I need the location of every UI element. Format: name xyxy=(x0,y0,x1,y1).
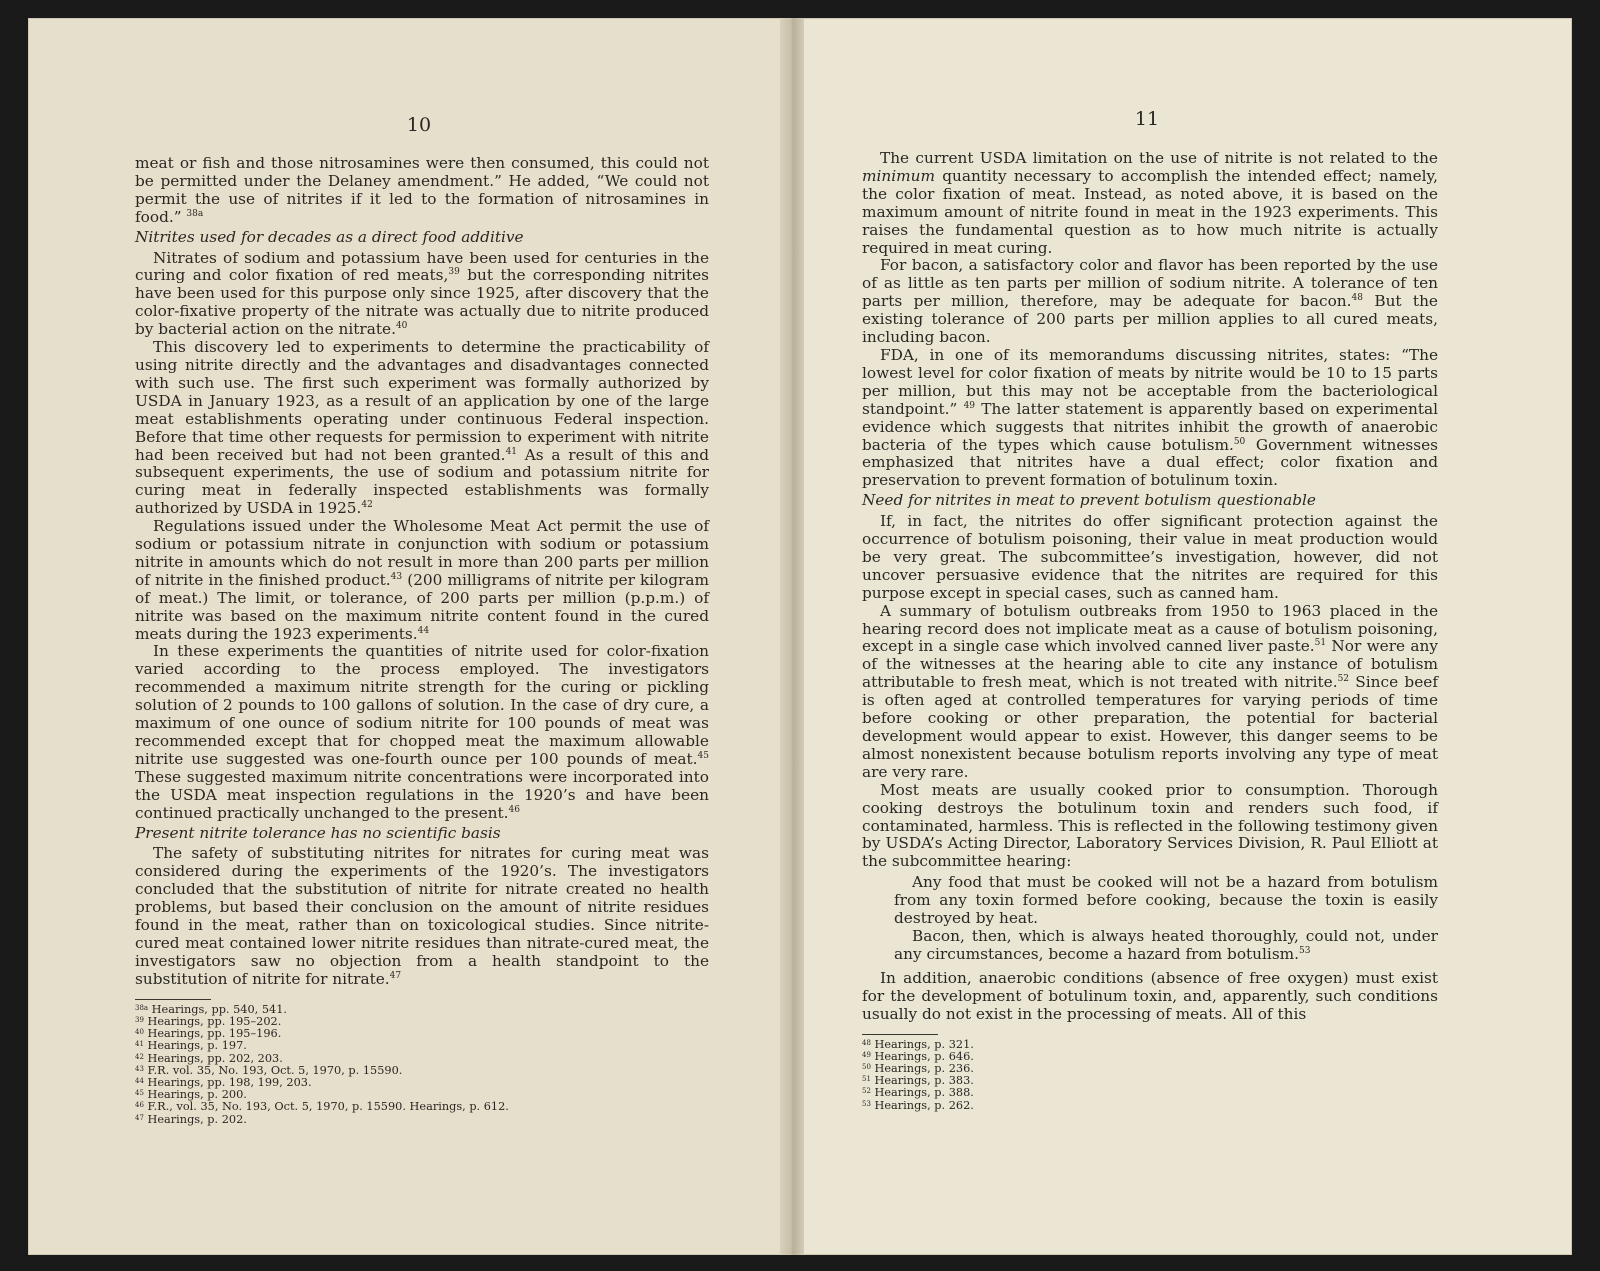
paragraph xyxy=(135,250,709,340)
footnotes xyxy=(862,1039,1438,1112)
footnote-ref: 49 xyxy=(963,400,976,411)
section-heading: Nitrites used for decades as a direct food additive xyxy=(135,227,524,246)
paragraph-text: Bacon, then, which is always heated thoroughly, could not, under any circumstances, become a hazard from botulism. xyxy=(894,926,1438,963)
footnote-text: Hearings, p. 388. xyxy=(870,1086,974,1100)
left-text-column xyxy=(135,155,709,1126)
paragraph-text: As a result of this and subsequent experiments, the use of sodium and potassium nitrite for curing meat in federally inspected establishments was formally authorized by USDA in 1925. xyxy=(135,445,709,518)
footnote-number: 42 xyxy=(135,1052,144,1061)
paragraph-text: The latter statement is apparently based on experimental evidence which suggests that nitrites inhibit the growth of anaerobic bacteria of the types which cause botulism. xyxy=(862,399,1439,454)
paragraph xyxy=(135,643,709,822)
footnote xyxy=(135,1114,709,1126)
footnote-number: 40 xyxy=(135,1028,144,1037)
footnotes xyxy=(135,1004,709,1126)
footnote-ref: 48 xyxy=(1351,293,1363,304)
paragraph-text: These suggested maximum nitrite concentrations were incorporated into the USDA meat inspection regulations in the 1920’s and have been continued practically unchanged to the present. xyxy=(135,767,709,822)
footnote-number: 49 xyxy=(862,1050,871,1059)
footnote-number: 43 xyxy=(135,1064,144,1073)
footnote-ref: 44 xyxy=(417,625,430,636)
page-number-left: 10 xyxy=(406,114,432,136)
paragraph-text: The safety of substituting nitrites for nitrates for curing meat was considered during the experiments of the 1920’s. The investigators concluded that the substitution of nitrite for nitrate created no health problems, but based their conclusion on the amount of nitrite residues found in the meat, rather than on toxicological studies. Since nitrite-cured meat contained lower nitrite residues than nitrate-cured meat, the investigators saw no objection from a health standpoint to the substitution of nitrite for nitrate. xyxy=(135,844,709,988)
footnote-text: Hearings, p. 202. xyxy=(143,1112,247,1126)
paragraph xyxy=(135,339,709,518)
quote-paragraph xyxy=(894,928,1438,964)
footnote-ref: 38a xyxy=(186,208,204,219)
footnote-text: Hearings, pp. 195–196. xyxy=(143,1027,282,1041)
footnote-number: 46 xyxy=(135,1101,144,1110)
emphasis: minimum xyxy=(862,166,936,185)
book-gutter xyxy=(780,18,804,1255)
footnote-ref: 45 xyxy=(697,750,709,761)
paragraph-text: If, in fact, the nitrites do offer significant protection against the occurrence of botulism poisoning, their value in meat production would be very great. The subcommittee’s investigation, however, did not uncover persuasive evidence that the nitrites are required for this purpose except in special cases, such as canned ham. xyxy=(862,512,1438,602)
footnote-text: Hearings, p. 236. xyxy=(870,1061,974,1075)
paragraph-text: quantity necessary to accomplish the intended effect; namely, the color fixation of meat. Instead, as noted above, it is based on the maximum amount of nitrite found in meat in the 1923 experiments. This raises the fundamental question as to how much nitrite is actually required in meat curing. xyxy=(862,166,1438,257)
footnote-ref: 39 xyxy=(448,267,460,278)
footnote-number: 48 xyxy=(862,1038,871,1047)
footnote-ref: 42 xyxy=(361,500,373,511)
paragraph-text: Government witnesses emphasized that nitrites have a dual effect; color fixation and preservation to prevent formation of botulinum toxin. xyxy=(862,435,1438,490)
footnote-number: 50 xyxy=(862,1062,871,1071)
footnote-number: 47 xyxy=(135,1113,144,1122)
footnote-ref: 41 xyxy=(505,446,518,457)
footnote-number: 51 xyxy=(862,1075,871,1084)
paragraph xyxy=(135,518,709,643)
right-text-column xyxy=(862,150,1438,1112)
page-number-right: 11 xyxy=(1134,108,1160,130)
paragraph-text: This discovery led to experiments to determine the practicability of using nitrite directly and the advantages and disadvantages connected with such use. The first such experiment was formally authorized by USDA in January 1923, as a result of an application by one of the large meat establishments operating under continuous Federal inspection. Before that time other requests for permission to experiment with nitrite had been received but had not been granted. xyxy=(135,338,709,464)
testimony-quote xyxy=(894,874,1438,964)
footnote-text: Hearings, p. 321. xyxy=(870,1037,974,1051)
paragraph-text: (200 milligrams of nitrite per kilogram of meat.) The limit, or tolerance, of 200 parts per million (p.p.m.) of nitrite was based on the maximum nitrite content found in the cured meats during the 1923 experiments. xyxy=(135,570,709,643)
paragraph xyxy=(862,970,1438,1024)
footnote-ref: 40 xyxy=(395,321,408,332)
footnote-text: Hearings, p. 646. xyxy=(870,1049,974,1063)
footnote-number: 52 xyxy=(862,1087,871,1096)
right-page xyxy=(796,18,1572,1255)
paragraph-text: meat or fish and those nitrosamines were then consumed, this could not be permitted under the Delaney amendment.” He added, “We could not permit the use of nitrites if it led to the formation of nitrosamines in food.” xyxy=(135,154,709,226)
footnote-text: F.R. vol. 35, No. 193, Oct. 5, 1970, p. 15590. xyxy=(143,1063,403,1077)
footnote-text: Hearings, p. 383. xyxy=(870,1074,974,1088)
footnote xyxy=(862,1100,1438,1112)
paragraph xyxy=(135,155,709,227)
paragraph-text: Nor were any of the witnesses at the hearing able to cite any instance of botulism attributable to fresh meat, which is not treated with nitrite. xyxy=(862,637,1438,692)
footnote-text: Hearings, pp. 202, 203. xyxy=(143,1051,283,1065)
paragraph-text: In these experiments the quantities of nitrite used for color-fixation varied according to the process employed. The investigators recommended a maximum nitrite strength for the curing or pickling solution of 2 pounds to 100 gallons of solution. In the case of dry cure, a maximum of one ounce of sodium nitrite for 100 pounds of meat was recommended except that for chopped meat the maximum allowable nitrite use suggested was one-fourth ounce per 100 pounds of meat. xyxy=(135,642,709,768)
footnote-text: Hearings, p. 200. xyxy=(143,1088,247,1102)
paragraph-text: But the existing tolerance of 200 parts per million applies to all cured meats, including bacon. xyxy=(862,292,1438,347)
paragraph-text: In addition, anaerobic conditions (absence of free oxygen) must exist for the development of botulinum toxin, and, apparently, such conditions usually do not exist in the processing of meats. All of this xyxy=(862,968,1438,1023)
footnote-ref: 53 xyxy=(1299,945,1311,956)
footnote-text: Hearings, pp. 195–202. xyxy=(143,1014,282,1028)
footnote-ref: 46 xyxy=(508,804,520,815)
paragraph-text: Nitrates of sodium and potassium have been used for centuries in the curing and color fixation of red meats, xyxy=(135,248,709,285)
paragraph xyxy=(862,257,1438,347)
footnote-text: F.R., vol. 35, No. 193, Oct. 5, 1970, p. 15590. Hearings, p. 612. xyxy=(143,1100,509,1114)
paragraph-text: Regulations issued under the Wholesome Meat Act permit the use of sodium or potassium nitrate in conjunction with sodium or potassium nitrite in amounts which do not result in more than 200 parts per million of nitrite in the finished product. xyxy=(135,517,709,589)
footnote-number: 53 xyxy=(862,1099,871,1108)
footnote-number: 44 xyxy=(135,1076,144,1085)
footnote-ref: 43 xyxy=(390,571,403,582)
footnote-ref: 52 xyxy=(1337,674,1350,685)
paragraph xyxy=(862,782,1438,872)
footnote-number: 38a xyxy=(135,1003,149,1012)
paragraph xyxy=(135,845,709,988)
footnote-number: 41 xyxy=(135,1040,144,1049)
footnote-text: Hearings, p. 197. xyxy=(143,1039,247,1053)
paragraph xyxy=(862,513,1438,603)
paragraph-text: Since beef is often aged at controlled temperatures for varying periods of time before cooking or other preparation, the potential for bacterial development would appear to exist. However, this danger seems to be almost nonexistent because botulism reports involving any type of meat are very rare. xyxy=(862,673,1438,781)
footnote-ref: 50 xyxy=(1233,436,1246,447)
footnote-rule xyxy=(862,1034,938,1035)
footnote-text: Hearings, p. 262. xyxy=(870,1098,974,1112)
footnote-rule xyxy=(135,999,211,1000)
paragraph-text: FDA, in one of its memorandums discussing nitrites, states: “The lowest level for color fixation of meats by nitrite would be 10 to 15 parts per million, but this may not be acceptable from the bacteriological standpoint.” xyxy=(862,345,1438,418)
paragraph-text: Most meats are usually cooked prior to consumption. Thorough cooking destroys the botulinum toxin and renders such food, if contaminated, harmless. This is reflected in the following testimony given by USDA’s Acting Director, Laboratory Services Division, R. Paul Elliott at the subcommittee hearing: xyxy=(862,780,1438,871)
footnote-number: 39 xyxy=(135,1015,144,1024)
footnote-ref: 51 xyxy=(1314,638,1327,649)
paragraph xyxy=(862,150,1438,257)
footnote-text: Hearings, pp. 540, 541. xyxy=(148,1002,287,1016)
footnote-ref: 47 xyxy=(389,970,402,981)
left-page xyxy=(28,18,790,1255)
paragraph-text: Any food that must be cooked will not be a hazard from botulism from any toxin formed before cooking, because the toxin is easily destroyed by heat. xyxy=(894,873,1438,928)
paragraph-text: A summary of botulism outbreaks from 1950 to 1963 placed in the hearing record does not implicate meat as a cause of botulism poisoning, except in a single case which involved canned liver paste. xyxy=(862,601,1438,656)
footnote-text: Hearings, pp. 198, 199, 203. xyxy=(143,1075,312,1089)
paragraph-text: The current USDA limitation on the use of nitrite is not related to the xyxy=(880,149,1438,167)
paragraph xyxy=(862,603,1438,782)
paragraph-text: but the corresponding nitrites have been used for this purpose only since 1925, after discovery that the color-fixative property of the nitrate was actually due to nitrite produced by bacterial action on the nitrate. xyxy=(135,266,709,339)
quote-paragraph xyxy=(894,874,1438,928)
footnote-number: 45 xyxy=(135,1089,144,1098)
section-heading: Present nitrite tolerance has no scientific basis xyxy=(135,823,501,842)
paragraph-text: For bacon, a satisfactory color and flavor has been reported by the use of as little as ten parts per million of sodium nitrite. A tolerance of ten parts per million, therefore, may be adequate for bacon. xyxy=(862,256,1438,311)
section-heading: Need for nitrites in meat to prevent botulism questionable xyxy=(862,491,1316,510)
paragraph xyxy=(862,347,1438,490)
